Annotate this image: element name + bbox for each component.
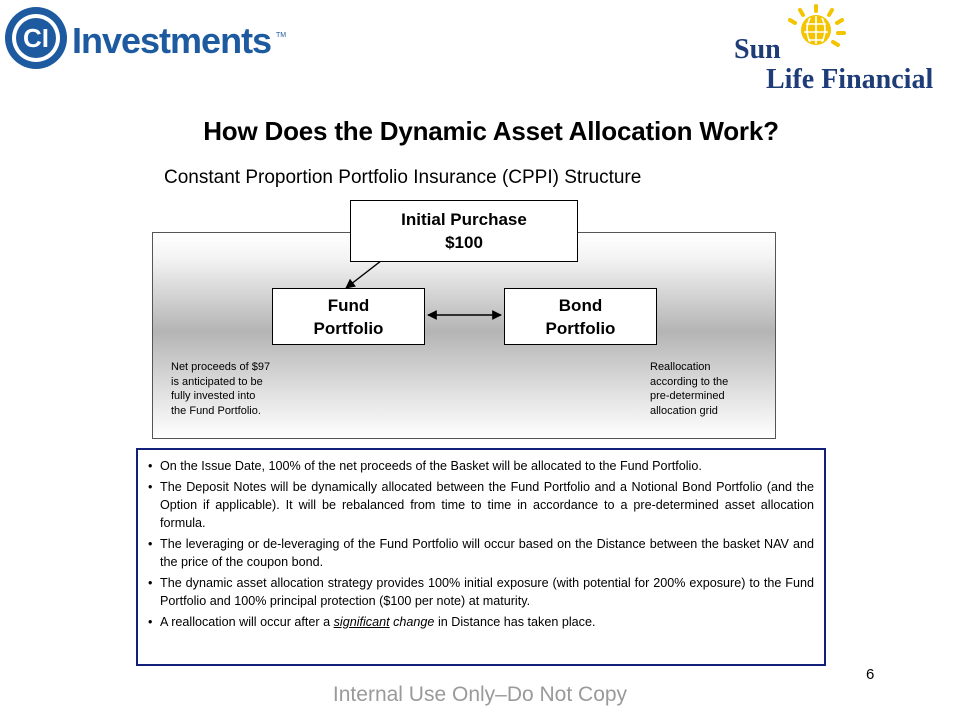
bullet-text: The Deposit Notes will be dynamically allocated between the Fund Portfolio and a Notional Bond Portfolio (and the Option if applicable). It will be rebalanced from time to time in accordance to a pre-determined asset allocation formula. [160,480,814,530]
initial-purchase-label: Initial Purchase [401,210,527,229]
bullet-item: • On the Issue Date, 100% of the net proceeds of the Basket will be allocated to the Fund Portfolio. [148,459,702,473]
bond-portfolio-box [504,288,657,345]
sun-life-financial-logo [732,2,958,94]
fund-portfolio-label-1: Fund [327,295,370,315]
bullet-emphasis: significant [333,615,390,629]
bullet-text-mid: change [389,615,435,629]
sun-icon [790,6,844,45]
sunlife-logo-line1: Sun [734,34,781,65]
fund-portfolio-label-2: Portfolio [313,318,384,338]
note-line: is anticipated to be [171,375,263,388]
ci-logo-mark: CI [23,23,49,53]
bullet-list-box [136,448,826,666]
initial-purchase-amount: $100 [445,233,483,252]
bond-portfolio-label-1: Bond [558,295,603,315]
page-number: 6 [866,666,875,683]
bullet-text-post: in Distance has taken place. [434,615,596,629]
bond-portfolio-label-2: Portfolio [545,318,616,338]
bullet-item: • The leveraging or de-leveraging of the Fund Portfolio will occur based on the Distance between the basket NAV and the price of the coupon bond. [148,537,814,569]
note-line: Reallocation [650,361,711,373]
net-proceeds-note [171,360,321,418]
bullet-item: • The Deposit Notes will be dynamically allocated between the Fund Portfolio and a Notional Bond Portfolio (and the Option if applicable). It will be rebalanced from time to time in accordance to a pre-determined asset allocation formula. [148,480,814,530]
sunlife-logo-line2: Life Financial [766,64,934,94]
bullet-text: The dynamic asset allocation strategy provides 100% initial exposure (with potential for 200% exposure) to the Fund Portfolio and 100% principal protection ($100 per note) at maturity. [160,576,814,608]
page-subtitle: Constant Proportion Portfolio Insurance (CPPI) Structure [164,167,642,188]
bullet-text: The leveraging or de-leveraging of the Fund Portfolio will occur based on the Distance between the basket NAV and the price of the coupon bond. [160,537,814,569]
footer-disclaimer: Internal Use Only–Do Not Copy [332,683,628,706]
note-line: allocation grid [650,404,718,417]
bullet-item: • A reallocation will occur after a significant change in Distance has taken place. [148,615,596,629]
fund-portfolio-box [272,288,425,345]
reallocation-note [650,360,770,418]
bullet-text: On the Issue Date, 100% of the net proceeds of the Basket will be allocated to the Fund Portfolio. [160,459,702,473]
ci-investments-logo [2,4,292,72]
note-line: Net proceeds of $97 [171,361,271,373]
note-line: according to the [650,375,729,388]
bullet-item: • The dynamic asset allocation strategy provides 100% initial exposure (with potential for 200% exposure) to the Fund Portfolio and 100% principal protection ($100 per note) at maturity. [148,576,814,608]
bullet-text-pre: A reallocation will occur after a [160,615,334,629]
ci-logo-word: Investments [72,20,272,61]
note-line: fully invested into [171,390,256,402]
note-line: pre-determined [650,390,725,402]
initial-purchase-box [350,200,578,262]
page-title: How Does the Dynamic Asset Allocation Work? [203,116,779,146]
note-line: the Fund Portfolio. [171,404,261,417]
ci-logo-tm: TM [276,32,287,39]
